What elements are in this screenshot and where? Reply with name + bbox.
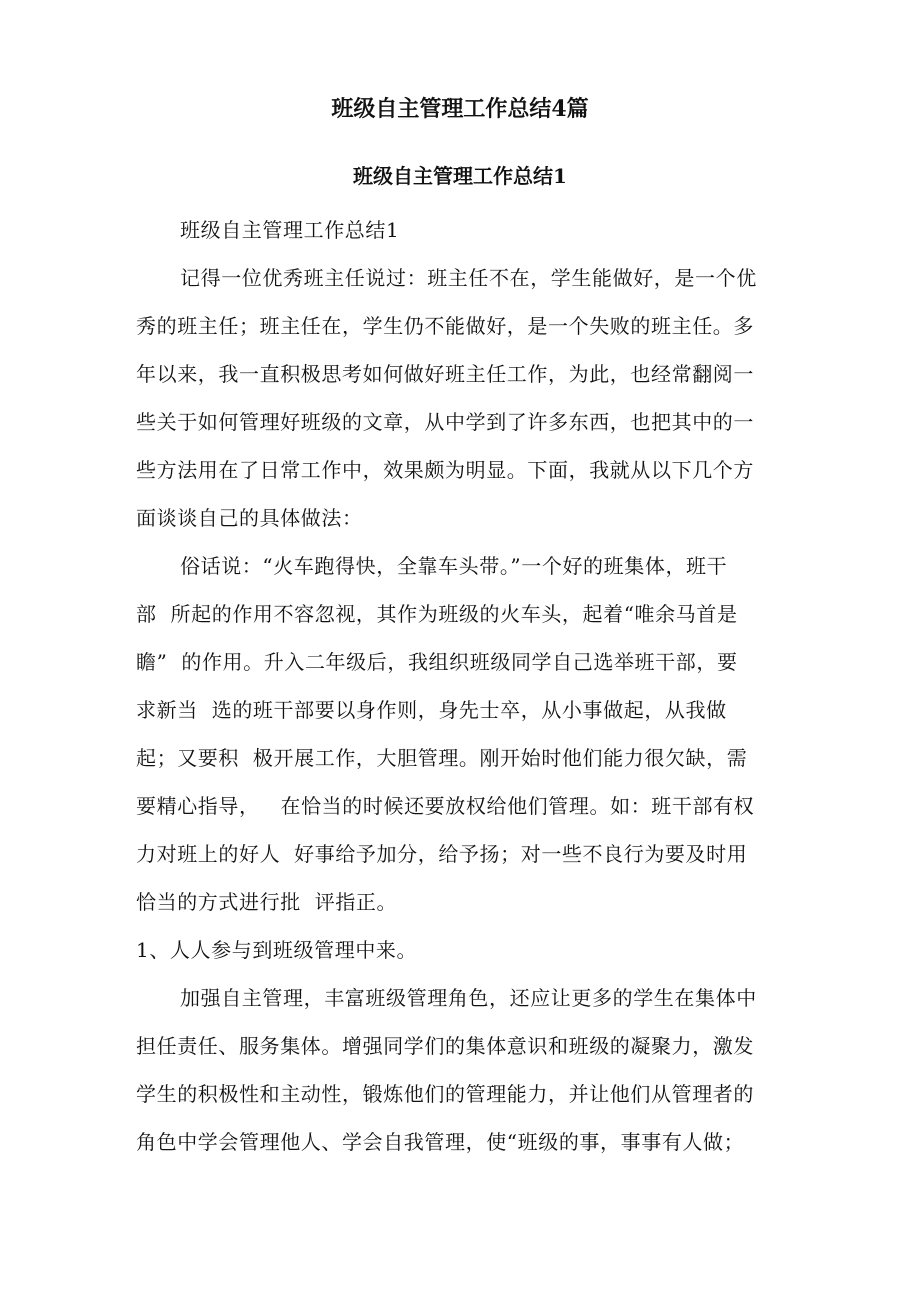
paragraph-line: 记得一位优秀班主任说过：班主任不在，学生能做好，是一个优 <box>180 266 757 290</box>
paragraph-line: 起；又要积 极开展工作，大胆管理。刚开始时他们能力很欠缺，需 <box>136 746 748 770</box>
paragraph-line: 面谈谈自己的具体做法： <box>136 506 363 530</box>
paragraph-line: 要精心指导， 在恰当的时候还要放权给他们管理。如：班干部有权 <box>136 794 755 818</box>
paragraph-line: 角色中学会管理他人、学会自我管理，使“班级的事，事事有人做； <box>136 1130 745 1154</box>
paragraph-line: 些关于如何管理好班级的文章，从中学到了许多东西，也把其中的一 <box>136 410 754 434</box>
paragraph-line: 学生的积极性和主动性，锻炼他们的管理能力，并让他们从管理者的 <box>136 1082 754 1106</box>
paragraph-line: 求新当 选的班干部要以身作则，身先士卒，从小事做起，从我做 <box>136 698 727 722</box>
paragraph-line: 担任责任、服务集体。增强同学们的集体意识和班级的凝聚力，激发 <box>136 1034 754 1058</box>
paragraph-line: 力对班上的好人 好事给予加分，给予扬；对一些不良行为要及时用 <box>136 842 748 866</box>
document-title: 班级自主管理工作总结4篇 <box>331 96 589 122</box>
paragraph-line: 俗话说：“火车跑得快，全靠车头带。”一个好的班集体，班干 <box>180 554 728 578</box>
paragraph-line: 班级自主管理工作总结1 <box>180 218 400 242</box>
paragraph-line: 瞻” 的作用。升入二年级后，我组织班级同学自己选举班干部，要 <box>136 650 738 674</box>
paragraph-line: 些方法用在了日常工作中，效果颇为明显。下面，我就从以下几个方 <box>136 458 754 482</box>
paragraph-line: 年以来，我一直积极思考如何做好班主任工作，为此，也经常翻阅一 <box>136 362 754 386</box>
section-title: 班级自主管理工作总结1 <box>353 164 567 188</box>
paragraph-line: 恰当的方式进行批 评指正。 <box>136 890 398 914</box>
paragraph-line: 加强自主管理，丰富班级管理角色，还应让更多的学生在集体中 <box>180 986 757 1010</box>
paragraph-line: 秀的班主任；班主任在，学生仍不能做好，是一个失败的班主任。多 <box>136 314 754 338</box>
paragraph-line: 部 所起的作用不容忽视，其作为班级的火车头，起着“唯余马首是 <box>136 602 738 626</box>
list-item-heading: 1、人人参与到班级管理中来。 <box>136 938 418 962</box>
